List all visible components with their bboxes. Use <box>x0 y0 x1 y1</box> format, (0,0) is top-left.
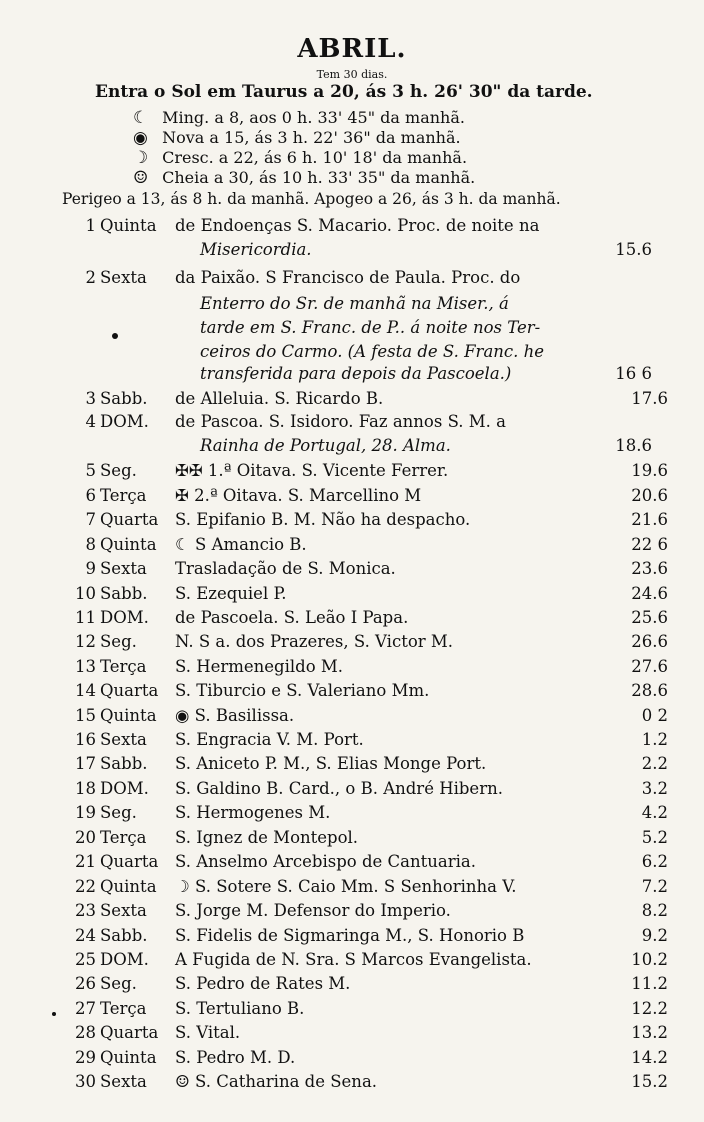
weekday: DOM. <box>100 779 149 798</box>
day-hour: 15.2 <box>631 1072 668 1091</box>
day-4-continuation: Rainha de Portugal, 28. Alma. <box>200 436 451 455</box>
day-hour: 10.2 <box>631 950 668 969</box>
day-number: 19 <box>75 803 96 822</box>
day-number: 21 <box>75 852 96 871</box>
weekday: Quarta <box>100 681 159 700</box>
moon-phase-waxing <box>133 148 467 168</box>
day-2-continuation-3: ceiros do Carmo. (A festa de S. Franc. he <box>200 342 545 361</box>
day-description: de Endoenças S. Macario. Proc. de noite na <box>175 216 540 235</box>
day-row <box>0 1023 704 1047</box>
bullet-mark <box>112 333 118 339</box>
weekday: Quinta <box>100 1048 157 1067</box>
day-number: 13 <box>75 657 96 676</box>
day-number: 17 <box>75 754 96 773</box>
weekday: Quinta <box>100 535 157 554</box>
day-number: 10 <box>75 584 96 603</box>
day-row <box>0 216 704 240</box>
day-hour: 25.6 <box>631 608 668 627</box>
day-1-hour: 15.6 <box>615 240 652 259</box>
day-description: S. Tertuliano B. <box>175 999 305 1018</box>
day-description: S. Vital. <box>175 1023 241 1042</box>
day-description: de Alleluia. S. Ricardo B. <box>175 389 384 408</box>
day-row <box>0 926 704 950</box>
day-row <box>0 852 704 876</box>
day-hour: 4.2 <box>641 803 668 822</box>
day-description: S. Galdino B. Card., o B. André Hibern. <box>175 779 503 798</box>
day-row <box>0 779 704 803</box>
day-row <box>0 950 704 974</box>
day-row <box>0 901 704 925</box>
day-row <box>0 828 704 852</box>
day-description: S. Epifanio B. M. Não ha despacho. <box>175 510 471 529</box>
moon-phase-text: Cresc. a 22, ás 6 h. 10' 18' da manhã. <box>162 148 468 167</box>
day-row <box>0 486 704 510</box>
day-hour: 23.6 <box>631 559 668 578</box>
day-number: 1 <box>85 216 96 235</box>
day-4-hour: 18.6 <box>615 436 652 455</box>
new-moon-icon: ◉ <box>133 128 148 148</box>
day-description: ◉ S. Basilissa. <box>175 706 295 725</box>
weekday: Sexta <box>100 268 147 287</box>
day-hour: 3.2 <box>641 779 668 798</box>
day-description: S. Ezequiel P. <box>175 584 287 603</box>
day-description: ☾ S Amancio B. <box>175 535 307 554</box>
day-2-hour: 16 6 <box>615 364 652 383</box>
day-row <box>0 268 704 292</box>
day-number: 14 <box>75 681 96 700</box>
weekday: Sabb. <box>100 926 148 945</box>
day-hour: 19.6 <box>631 461 668 480</box>
perigee-apogee-line: Perigeo a 13, ás 8 h. da manhã. Apogeo a 26, ás 3 h. da manhã. <box>62 190 561 208</box>
day-description: ☺ S. Catharina de Sena. <box>175 1072 378 1091</box>
day-row <box>0 803 704 827</box>
weekday: Terça <box>100 999 147 1018</box>
day-hour: 20.6 <box>631 486 668 505</box>
weekday: Terça <box>100 486 147 505</box>
day-number: 2 <box>85 268 96 287</box>
day-row <box>0 461 704 485</box>
day-row <box>0 412 704 436</box>
day-number: 18 <box>75 779 96 798</box>
day-description: S. Aniceto P. M., S. Elias Monge Port. <box>175 754 487 773</box>
day-description: ✠ 2.ª Oitava. S. Marcellino M <box>175 486 422 505</box>
day-row <box>0 535 704 559</box>
weekday: Quinta <box>100 216 157 235</box>
weekday: Sexta <box>100 730 147 749</box>
day-row <box>0 754 704 778</box>
moon-phase-text: Ming. a 8, aos 0 h. 33' 45" da manhã. <box>162 108 465 127</box>
sun-entry-line: Entra o Sol em Taurus a 20, ás 3 h. 26' 30" da tarde. <box>95 82 593 102</box>
day-row <box>0 608 704 632</box>
month-days-note: Tem 30 dias. <box>316 68 388 81</box>
weekday: DOM. <box>100 608 149 627</box>
day-row <box>0 1072 704 1096</box>
day-hour: 6.2 <box>641 852 668 871</box>
day-description: S. Jorge M. Defensor do Imperio. <box>175 901 451 920</box>
day-row <box>0 999 704 1023</box>
waxing-moon-icon: ☽ <box>133 148 149 168</box>
day-description: da Paixão. S Francisco de Paula. Proc. do <box>175 268 521 287</box>
day-1-continuation: Misericordia. <box>200 240 312 259</box>
day-description: S. Fidelis de Sigmaringa M., S. Honorio B <box>175 926 525 945</box>
weekday: Seg. <box>100 632 137 651</box>
moon-phase-full <box>133 168 475 188</box>
day-row <box>0 584 704 608</box>
day-description: de Pascoa. S. Isidoro. Faz annos S. M. a <box>175 412 506 431</box>
day-hour: 13.2 <box>631 1023 668 1042</box>
day-description: S. Pedro M. D. <box>175 1048 296 1067</box>
day-2-continuation-1: Enterro do Sr. de manhã na Miser., á <box>200 294 509 313</box>
day-number: 30 <box>75 1072 96 1091</box>
moon-phase-new <box>133 128 461 148</box>
day-description: N. S a. dos Prazeres, S. Victor M. <box>175 632 454 651</box>
weekday: Sabb. <box>100 584 148 603</box>
day-number: 27 <box>75 999 96 1018</box>
day-description: de Pascoela. S. Leão I Papa. <box>175 608 409 627</box>
day-number: 28 <box>75 1023 96 1042</box>
weekday: Seg. <box>100 461 137 480</box>
day-hour: 1.2 <box>641 730 668 749</box>
weekday: Quarta <box>100 510 159 529</box>
weekday: Quarta <box>100 852 159 871</box>
page-title: ABRIL. <box>297 34 407 64</box>
day-number: 15 <box>75 706 96 725</box>
day-description: S. Anselmo Arcebispo de Cantuaria. <box>175 852 476 871</box>
weekday: DOM. <box>100 950 149 969</box>
moon-phase-waning <box>133 108 465 128</box>
day-hour: 2.2 <box>641 754 668 773</box>
day-number: 20 <box>75 828 96 847</box>
day-number: 25 <box>75 950 96 969</box>
day-number: 8 <box>85 535 96 554</box>
day-hour: 0 2 <box>641 706 668 725</box>
weekday: Quinta <box>100 877 157 896</box>
day-description: S. Engracia V. M. Port. <box>175 730 364 749</box>
day-description: ☽ S. Sotere S. Caio Mm. S Senhorinha V. <box>175 877 517 896</box>
day-description: S. Hermogenes M. <box>175 803 331 822</box>
weekday: Seg. <box>100 974 137 993</box>
day-number: 7 <box>85 510 96 529</box>
weekday: Sabb. <box>100 754 148 773</box>
waning-moon-icon: ☾ <box>133 108 149 128</box>
weekday: Quinta <box>100 706 157 725</box>
day-number: 29 <box>75 1048 96 1067</box>
day-description: ✠✠ 1.ª Oitava. S. Vicente Ferrer. <box>175 461 449 480</box>
day-hour: 21.6 <box>631 510 668 529</box>
day-row <box>0 657 704 681</box>
weekday: Sexta <box>100 559 147 578</box>
full-moon-icon: ☺ <box>133 168 149 188</box>
day-hour: 5.2 <box>641 828 668 847</box>
day-description: S. Ignez de Montepol. <box>175 828 359 847</box>
day-hour: 24.6 <box>631 584 668 603</box>
day-hour: 11.2 <box>631 974 668 993</box>
day-row <box>0 1048 704 1072</box>
day-number: 5 <box>85 461 96 480</box>
day-2-continuation-2: tarde em S. Franc. de P.. á noite nos Ter- <box>200 318 541 337</box>
day-hour: 14.2 <box>631 1048 668 1067</box>
day-row <box>0 632 704 656</box>
day-description: S. Tiburcio e S. Valeriano Mm. <box>175 681 430 700</box>
day-number: 3 <box>85 389 96 408</box>
weekday: Quarta <box>100 1023 159 1042</box>
day-number: 23 <box>75 901 96 920</box>
day-number: 9 <box>85 559 96 578</box>
moon-phase-text: Nova a 15, ás 3 h. 22' 36" da manhã. <box>162 128 461 147</box>
day-row <box>0 389 704 413</box>
day-hour: 12.2 <box>631 999 668 1018</box>
day-hour: 26.6 <box>631 632 668 651</box>
day-description: S. Pedro de Rates M. <box>175 974 351 993</box>
day-row <box>0 706 704 730</box>
day-hour: 8.2 <box>641 901 668 920</box>
day-number: 12 <box>75 632 96 651</box>
day-number: 6 <box>85 486 96 505</box>
day-hour: 9.2 <box>641 926 668 945</box>
day-row <box>0 974 704 998</box>
day-hour: 28.6 <box>631 681 668 700</box>
weekday: Terça <box>100 657 147 676</box>
weekday: Terça <box>100 828 147 847</box>
weekday: Sexta <box>100 1072 147 1091</box>
day-2-continuation-4: transferida para depois da Pascoela.) <box>200 364 512 383</box>
day-hour: 17.6 <box>631 389 668 408</box>
day-hour: 7.2 <box>641 877 668 896</box>
day-hour: 27.6 <box>631 657 668 676</box>
moon-phase-text: Cheia a 30, ás 10 h. 33' 35" da manhã. <box>162 168 476 187</box>
weekday: DOM. <box>100 412 149 431</box>
day-row <box>0 730 704 754</box>
day-number: 4 <box>85 412 96 431</box>
weekday: Seg. <box>100 803 137 822</box>
day-hour: 22 6 <box>631 535 668 554</box>
day-number: 22 <box>75 877 96 896</box>
day-description: Trasladação de S. Monica. <box>175 559 396 578</box>
day-description: S. Hermenegildo M. <box>175 657 344 676</box>
day-row <box>0 681 704 705</box>
day-number: 16 <box>75 730 96 749</box>
day-number: 11 <box>75 608 96 627</box>
day-row <box>0 510 704 534</box>
day-row <box>0 877 704 901</box>
day-number: 24 <box>75 926 96 945</box>
day-number: 26 <box>75 974 96 993</box>
day-row <box>0 559 704 583</box>
weekday: Sabb. <box>100 389 148 408</box>
weekday: Sexta <box>100 901 147 920</box>
day-description: A Fugida de N. Sra. S Marcos Evangelista. <box>175 950 532 969</box>
